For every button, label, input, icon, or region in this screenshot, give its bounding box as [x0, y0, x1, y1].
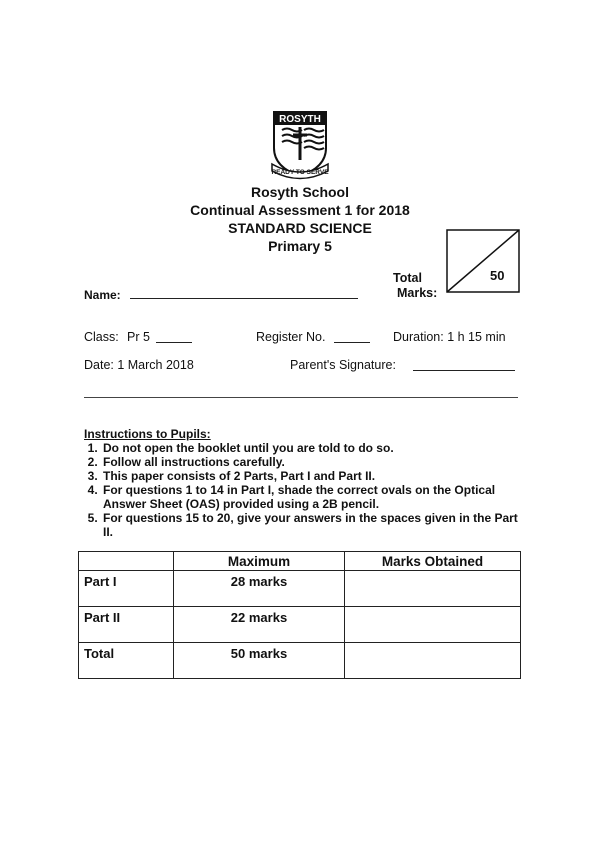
table-header-maximum: Maximum	[174, 552, 345, 571]
table-header-marks-obtained: Marks Obtained	[345, 552, 521, 571]
row-obtained-cell[interactable]	[345, 607, 521, 643]
exam-title: Continual Assessment 1 for 2018	[190, 202, 410, 218]
name-label: Name:	[84, 288, 121, 302]
level-title: Primary 5	[268, 238, 332, 254]
register-line[interactable]	[334, 342, 370, 343]
parent-signature-label: Parent's Signature:	[290, 358, 396, 372]
row-max: 50 marks	[174, 643, 345, 679]
instruction-item: 4. For questions 1 to 14 in Part I, shade the correct ovals on the Optical Answer Sheet (OAS) provided using a 2B pencil.	[101, 483, 524, 511]
instruction-item: 3. This paper consists of 2 Parts, Part I and Part II.	[101, 469, 524, 483]
total-max-marks: 50	[490, 268, 505, 283]
class-label: Class:	[84, 330, 119, 344]
instruction-item: 5. For questions 15 to 20, give your answers in the spaces given in the Part II.	[101, 511, 524, 539]
parent-signature-line[interactable]	[413, 370, 515, 371]
instruction-item: 1. Do not open the booklet until you are told to do so.	[101, 441, 524, 455]
name-line[interactable]	[130, 298, 358, 299]
instructions	[84, 427, 524, 539]
row-part: Part I	[79, 571, 174, 607]
section-divider	[84, 397, 518, 398]
svg-text:READY TO SERVE: READY TO SERVE	[271, 169, 329, 176]
table-row	[79, 607, 521, 643]
row-part: Part II	[79, 607, 174, 643]
table-row	[79, 571, 521, 607]
date-text: Date: 1 March 2018	[84, 358, 194, 372]
register-label: Register No.	[256, 330, 326, 344]
total-label: Total	[393, 271, 422, 285]
table-header-empty	[79, 552, 174, 571]
marks-label: Marks:	[397, 286, 438, 300]
table-row	[79, 643, 521, 679]
duration-text: Duration: 1 h 15 min	[393, 330, 506, 344]
marks-table	[78, 551, 521, 679]
row-part: Total	[79, 643, 174, 679]
row-max: 28 marks	[174, 571, 345, 607]
instruction-item: 2. Follow all instructions carefully.	[101, 455, 524, 469]
row-obtained-cell[interactable]	[345, 643, 521, 679]
row-max: 22 marks	[174, 607, 345, 643]
class-line[interactable]	[156, 342, 192, 343]
instructions-title: Instructions to Pupils:	[84, 427, 211, 441]
school-name: Rosyth School	[250, 184, 349, 200]
row-obtained-cell[interactable]	[345, 571, 521, 607]
subject-title: STANDARD SCIENCE	[228, 220, 372, 236]
school-crest-logo	[268, 108, 332, 180]
total-marks-box	[446, 229, 520, 293]
svg-text:ROSYTH: ROSYTH	[279, 114, 321, 125]
class-value: Pr 5	[127, 330, 150, 344]
